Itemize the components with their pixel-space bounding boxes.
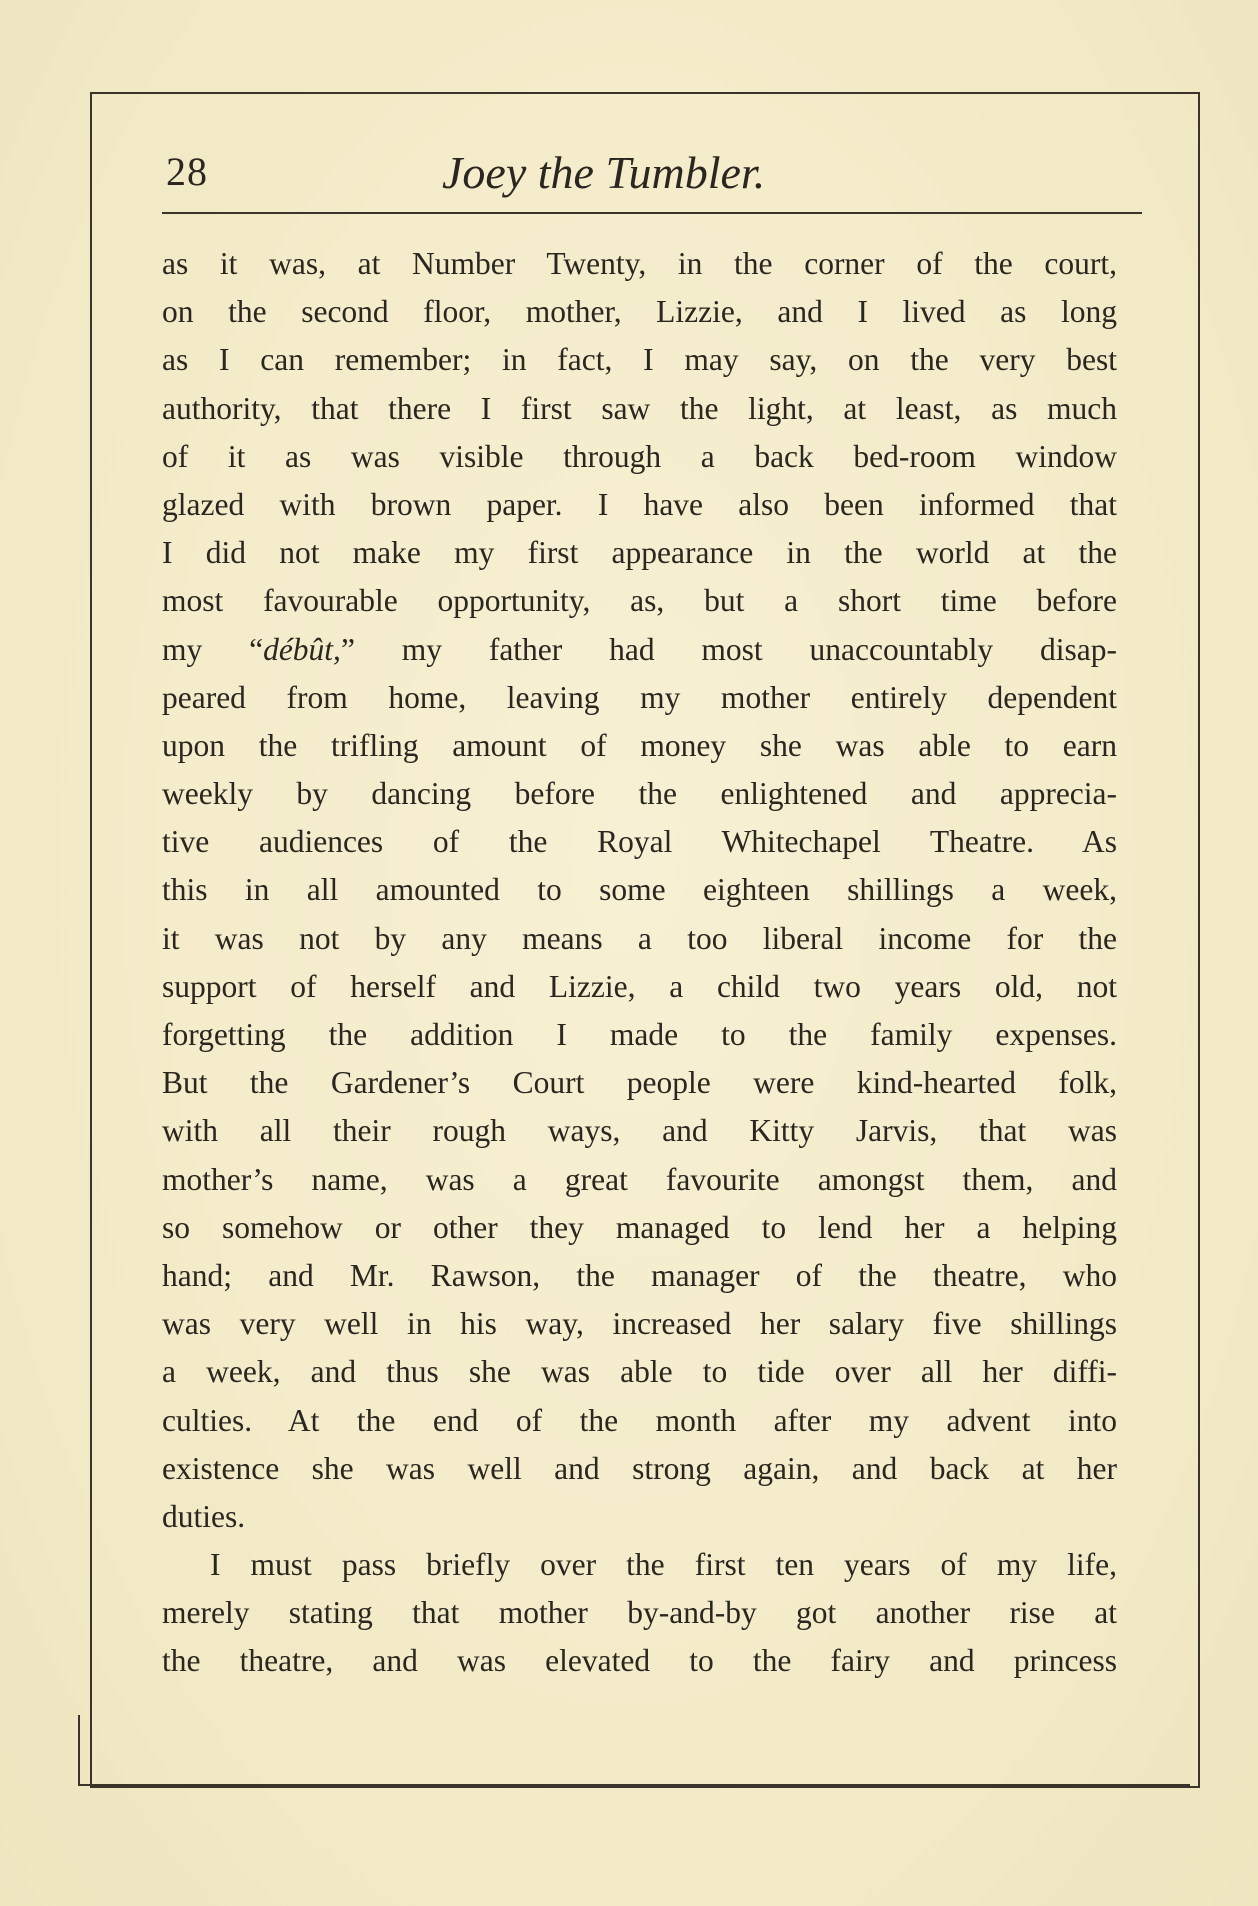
paragraph-start-line: I must pass briefly over the first ten years of my life, — [210, 1547, 1117, 1583]
text-line: But the Gardener’s Court people were kind-hearted folk, — [162, 1065, 1117, 1101]
page-number: 28 — [166, 149, 208, 194]
header-rule — [162, 212, 1142, 214]
text-line: hand; and Mr. Rawson, the manager of the theatre, who — [162, 1257, 1117, 1293]
text-line: peared from home, leaving my mother entirely dependent — [162, 679, 1117, 715]
text-segment: my “ — [162, 631, 264, 667]
text-line: mother’s name, was a great favourite amongst them, and — [162, 1161, 1117, 1197]
text-line: so somehow or other they managed to lend her a helping — [162, 1209, 1117, 1245]
text-line: with all their rough ways, and Kitty Jarvis, that was — [162, 1113, 1117, 1149]
text-line: existence she was well and strong again, and back at her — [162, 1450, 1117, 1486]
text-line: duties. — [162, 1498, 246, 1534]
text-line: authority, that there I first saw the light, at least, as much — [162, 390, 1117, 426]
text-line: weekly by dancing before the enlightened and apprecia- — [162, 776, 1117, 812]
text-line: this in all amounted to some eighteen shillings a week, — [162, 872, 1117, 908]
text-line: as I can remember; in fact, I may say, on the very best — [162, 342, 1117, 378]
text-line: it was not by any means a too liberal income for the — [162, 920, 1117, 956]
text-line: most favourable opportunity, as, but a short time before — [162, 583, 1117, 619]
page-header — [162, 140, 1142, 200]
frame-left-extension — [78, 1715, 80, 1785]
text-line: the theatre, and was elevated to the fairy and princess — [162, 1643, 1117, 1679]
running-title: Joey the Tumbler. — [442, 147, 766, 198]
text-line: merely stating that mother by-and-by got another rise at — [162, 1595, 1117, 1631]
text-line: support of herself and Lizzie, a child two years old, not — [162, 968, 1117, 1004]
text-line: as it was, at Number Twenty, in the corner of the court, — [162, 246, 1117, 281]
text-line-debut — [162, 626, 1117, 674]
body-text — [162, 240, 1117, 1686]
text-line: tive audiences of the Royal Whitechapel Theatre. As — [162, 824, 1117, 860]
text-line: a week, and thus she was able to tide over all her diffi- — [162, 1354, 1117, 1390]
text-segment: ” my father had most unaccountably disap- — [340, 631, 1117, 667]
text-line: of it as was visible through a back bed-room window — [162, 438, 1117, 474]
text-line: culties. At the end of the month after my advent into — [162, 1402, 1117, 1438]
text-line: I did not make my first appearance in the world at the — [162, 535, 1117, 571]
frame-bottom-rule — [78, 1784, 1190, 1786]
text-line: on the second floor, mother, Lizzie, and I lived as long — [162, 294, 1117, 330]
text-line: upon the trifling amount of money she was able to earn — [162, 727, 1117, 763]
italic-word-debut: débût, — [263, 631, 341, 667]
text-line: was very well in his way, increased her salary five shillings — [162, 1306, 1117, 1342]
text-line: forgetting the addition I made to the family expenses. — [162, 1017, 1117, 1052]
text-line: glazed with brown paper. I have also been informed that — [162, 486, 1117, 522]
